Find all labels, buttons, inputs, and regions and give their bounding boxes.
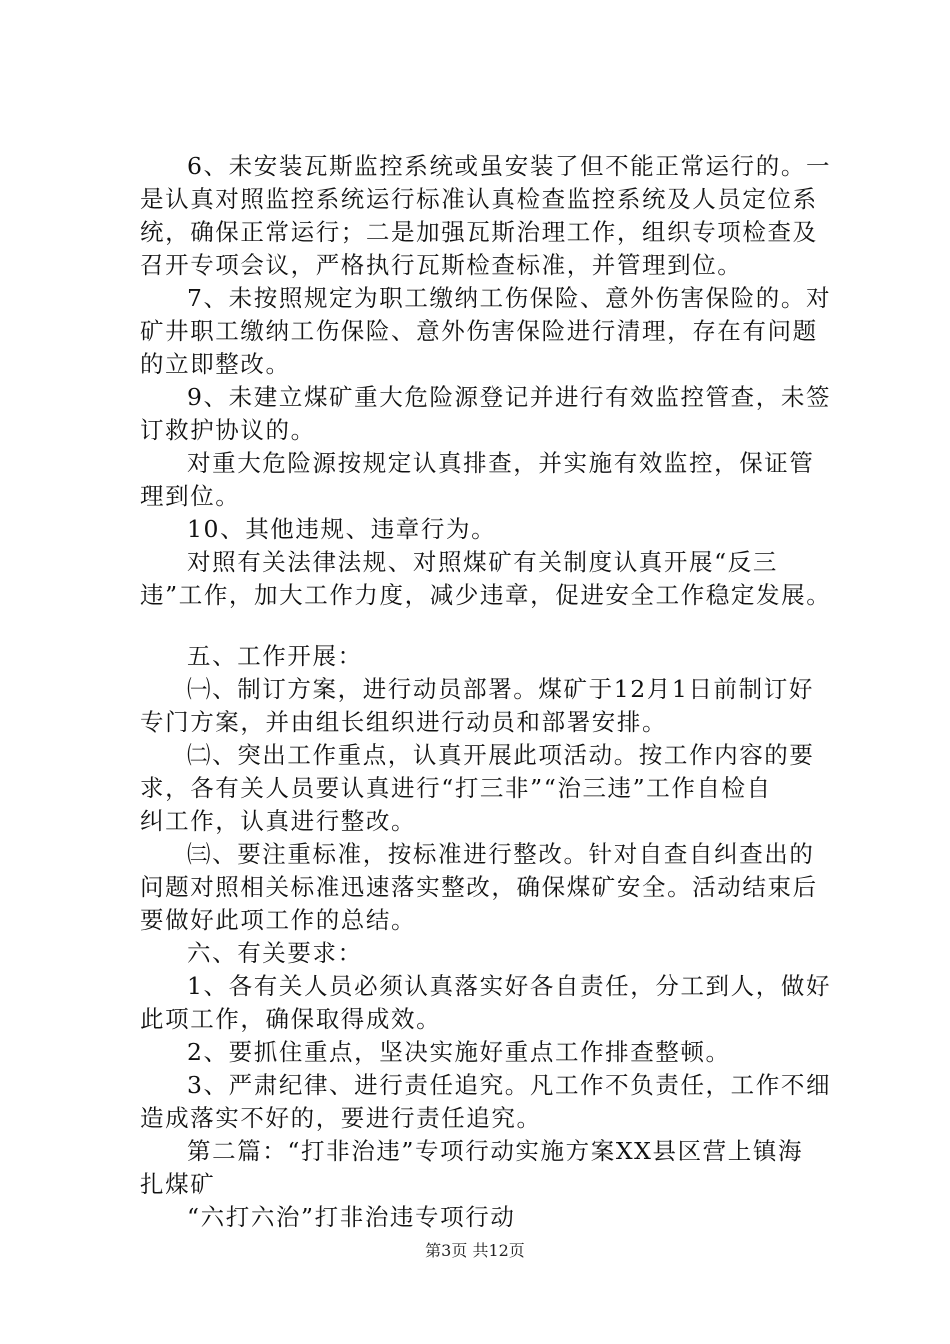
text-line: 的立即整改。 [140, 350, 291, 378]
text-line: 对照有关法律法规、对照煤矿有关制度认真开展“反三 [187, 548, 778, 576]
document-body [140, 150, 840, 1234]
text-line: 此项工作，确保取得成效。 [140, 1005, 442, 1033]
text-line: 9、未建立煤矿重大危险源登记并进行有效监控管查，未签 [187, 383, 832, 411]
section-heading: 五、工作开展： [187, 642, 363, 670]
text-line: 违”工作，加大工作力度，减少违章，促进安全工作稳定发展。 [140, 581, 832, 609]
text-line: ㈢、要注重标准，按标准进行整改。针对自查自纠查出的 [187, 840, 815, 868]
text-line: 理到位。 [140, 482, 241, 510]
text-line: 2、要抓住重点，坚决实施好重点工作排查整顿。 [187, 1038, 731, 1066]
paragraph-gap [140, 612, 840, 640]
text-line: 矿井职工缴纳工伤保险、意外伤害保险进行清理，存在有问题 [140, 317, 818, 345]
text-line: 问题对照相关标准迅速落实整改，确保煤矿安全。活动结束后 [140, 873, 818, 901]
text-line: 纠工作，认真进行整改。 [140, 807, 417, 835]
text-line: 3、严肃纪律、进行责任追究。凡工作不负责任，工作不细 [187, 1071, 832, 1099]
text-line: ㈠、制订方案，进行动员部署。煤矿于12月1日前制订好 [187, 675, 814, 703]
text-line: 7、未按照规定为职工缴纳工伤保险、意外伤害保险的。对 [187, 284, 832, 312]
text-line: 召开专项会议，严格执行瓦斯检查标准，并管理到位。 [140, 251, 743, 279]
text-line: 对重大危险源按规定认真排查，并实施有效监控，保证管 [187, 449, 815, 477]
text-line: 10、其他违规、违章行为。 [187, 515, 497, 543]
chapter-title: 第二篇：“打非治违”专项行动实施方案XX县区营上镇海 [187, 1137, 804, 1165]
section-heading: 六、有关要求： [187, 939, 363, 967]
text-line: 统，确保正常运行；二是加强瓦斯治理工作，组织专项检查及 [140, 218, 818, 246]
text-line: 造成落实不好的，要进行责任追究。 [140, 1104, 542, 1132]
text-line: 要做好此项工作的总结。 [140, 906, 417, 934]
text-line: 1、各有关人员必须认真落实好各自责任，分工到人，做好 [187, 972, 832, 1000]
subtitle-line: “六打六治”打非治违专项行动 [187, 1203, 516, 1231]
text-line: 6、未安装瓦斯监控系统或虽安装了但不能正常运行的。一 [187, 152, 832, 180]
text-line: 专门方案，并由组长组织进行动员和部署安排。 [140, 708, 668, 736]
text-line: 订救护协议的。 [140, 416, 316, 444]
text-line: 求，各有关人员要认真进行“打三非”“治三违”工作自检自 [140, 774, 772, 802]
page-number-footer: 第3页 共12页 [425, 1241, 525, 1260]
text-line: ㈡、突出工作重点，认真开展此项活动。按工作内容的要 [187, 741, 815, 769]
chapter-title: 扎煤矿 [140, 1170, 216, 1198]
text-line: 是认真对照监控系统运行标准认真检查监控系统及人员定位系 [140, 185, 818, 213]
